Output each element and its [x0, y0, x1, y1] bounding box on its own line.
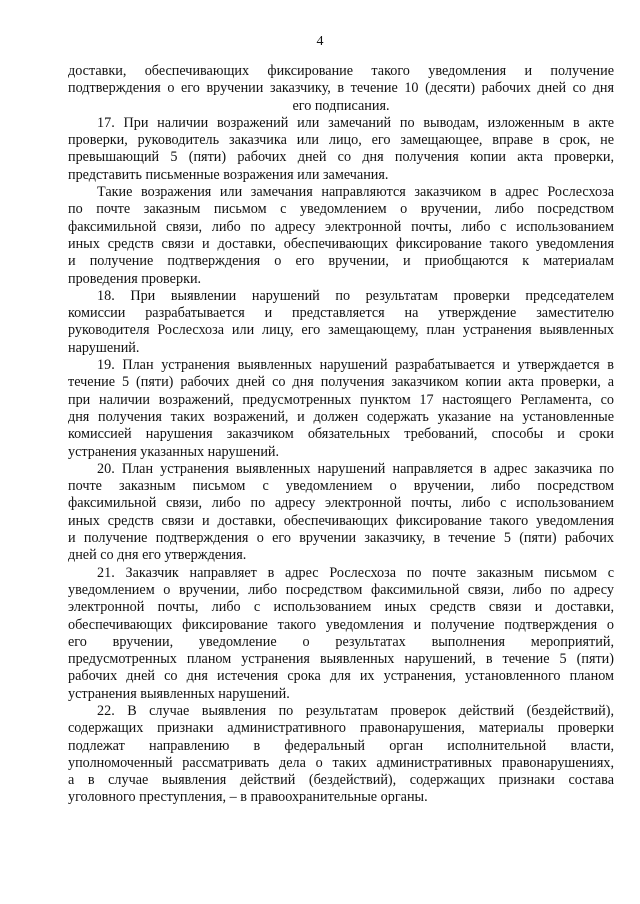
text-line: 21. Заказчик направляет в адрес Рослесхоза по почте заказным письмом с	[97, 564, 614, 581]
text-line: рабочих дней со дня истечения срока для их устранения, установленного планом	[68, 668, 614, 685]
text-line: при наличии возражений, предусмотренных пунктом 17 настоящего Регламента, со	[68, 391, 614, 408]
text-line: уполномоченный рассматривать дела о таких административных правонарушениях,	[68, 754, 614, 771]
text-line: комиссии разрабатывается и представляется на утверждение заместителю	[68, 305, 614, 322]
text-line: дней со дня его утверждения.	[68, 547, 247, 564]
text-line: устранения указанных нарушений.	[68, 443, 280, 460]
paragraph	[68, 288, 614, 357]
text-line: комиссией нарушения заказчиком обязательных требований, способы и сроки	[68, 426, 614, 443]
text-line: 22. В случае выявления по результатам проверок действий (бездействий),	[97, 702, 614, 719]
text-line: его вручении, уведомление о результатах выполнения мероприятий,	[68, 633, 614, 650]
text-line: иных средств связи и доставки, обеспечивающих фиксирование такого уведомления	[68, 235, 614, 252]
paragraph	[68, 63, 614, 115]
paragraph	[68, 115, 614, 184]
text-line: уведомлением о вручении, либо посредством факсимильной связи, либо по адресу	[68, 581, 614, 598]
text-line: превышающий 5 (пяти) рабочих дней со дня получения копии акта проверки,	[68, 149, 614, 166]
paragraph	[68, 357, 614, 461]
text-line: дня получения таких возражений, и должен содержать указание на установленные	[68, 408, 614, 425]
paragraph	[68, 184, 614, 288]
text-line: 18. При выявлении нарушений по результатам проверки председателем	[97, 287, 614, 304]
text-line: и получение подтверждения о его вручении, и приобщаются к материалам	[68, 253, 614, 270]
text-line: почте заказным письмом с уведомлением о вручении, либо посредством	[68, 478, 614, 495]
text-line: иных средств связи и доставки, обеспечивающих фиксирование такого уведомления	[68, 512, 614, 529]
text-line: устранения выявленных нарушений.	[68, 685, 290, 702]
text-line: 17. При наличии возражений или замечаний по выводам, изложенным в акте	[97, 114, 614, 131]
text-line: 20. План устранения выявленных нарушений направляется в адрес заказчика по	[97, 460, 614, 477]
document-body	[68, 63, 614, 807]
text-line: проверки, руководитель заказчика или лицо, его замещающее, вправе в срок, не	[68, 132, 614, 149]
text-line: а в случае выявления действий (бездействий), содержащих признаки состава	[68, 772, 614, 789]
text-line: факсимильной связи, либо по адресу электронной почты, либо с использованием	[68, 218, 614, 235]
text-line: доставки, обеспечивающих фиксирование такого уведомления и получение	[68, 63, 614, 79]
paragraph	[68, 461, 614, 565]
paragraph	[68, 703, 614, 807]
text-line: электронной почты, либо с использованием иных средств связи и доставки,	[68, 599, 614, 616]
text-line: по почте заказным письмом с уведомлением о вручении, либо посредством	[68, 201, 614, 218]
text-line: нарушений.	[68, 339, 140, 356]
text-line: содержащих признаки административного правонарушения, материалы проверки	[68, 720, 614, 737]
text-line: проведения проверки.	[68, 270, 202, 287]
text-line: 19. План устранения выявленных нарушений разрабатывается и утверждается в	[97, 357, 614, 374]
text-line: предусмотренных планом устранения выявленных нарушений, в течение 5 (пяти)	[68, 651, 614, 668]
text-line: течение 5 (пяти) рабочих дней со дня получения заказчиком копии акта проверки, а	[68, 374, 614, 391]
text-line: подлежат направлению в федеральный орган исполнительной власти,	[68, 737, 614, 754]
text-line: представить письменные возражения или замечания.	[68, 166, 389, 183]
text-line: руководителя Рослесхоза или лицу, его замещающему, план устранения выявленных	[68, 322, 614, 339]
text-line: и получение подтверждения о его вручении заказчику, в течение 5 (пяти) рабочих	[68, 530, 614, 547]
text-line: подтверждения о его вручении заказчику, в течение 10 (десяти) рабочих дней со дня	[68, 80, 614, 97]
page-number: 4	[316, 34, 324, 49]
text-line: уголовного преступления, – в правоохранительные органы.	[68, 789, 428, 806]
text-line: Такие возражения или замечания направляются заказчиком в адрес Рослесхоза	[97, 184, 614, 201]
text-line: обеспечивающих фиксирование такого уведомления и получение подтверждения о	[68, 616, 614, 633]
text-line: факсимильной связи, либо по адресу электронной почты, либо с использованием	[68, 495, 614, 512]
paragraph	[68, 565, 614, 703]
text-line: его подписания.	[292, 97, 390, 114]
